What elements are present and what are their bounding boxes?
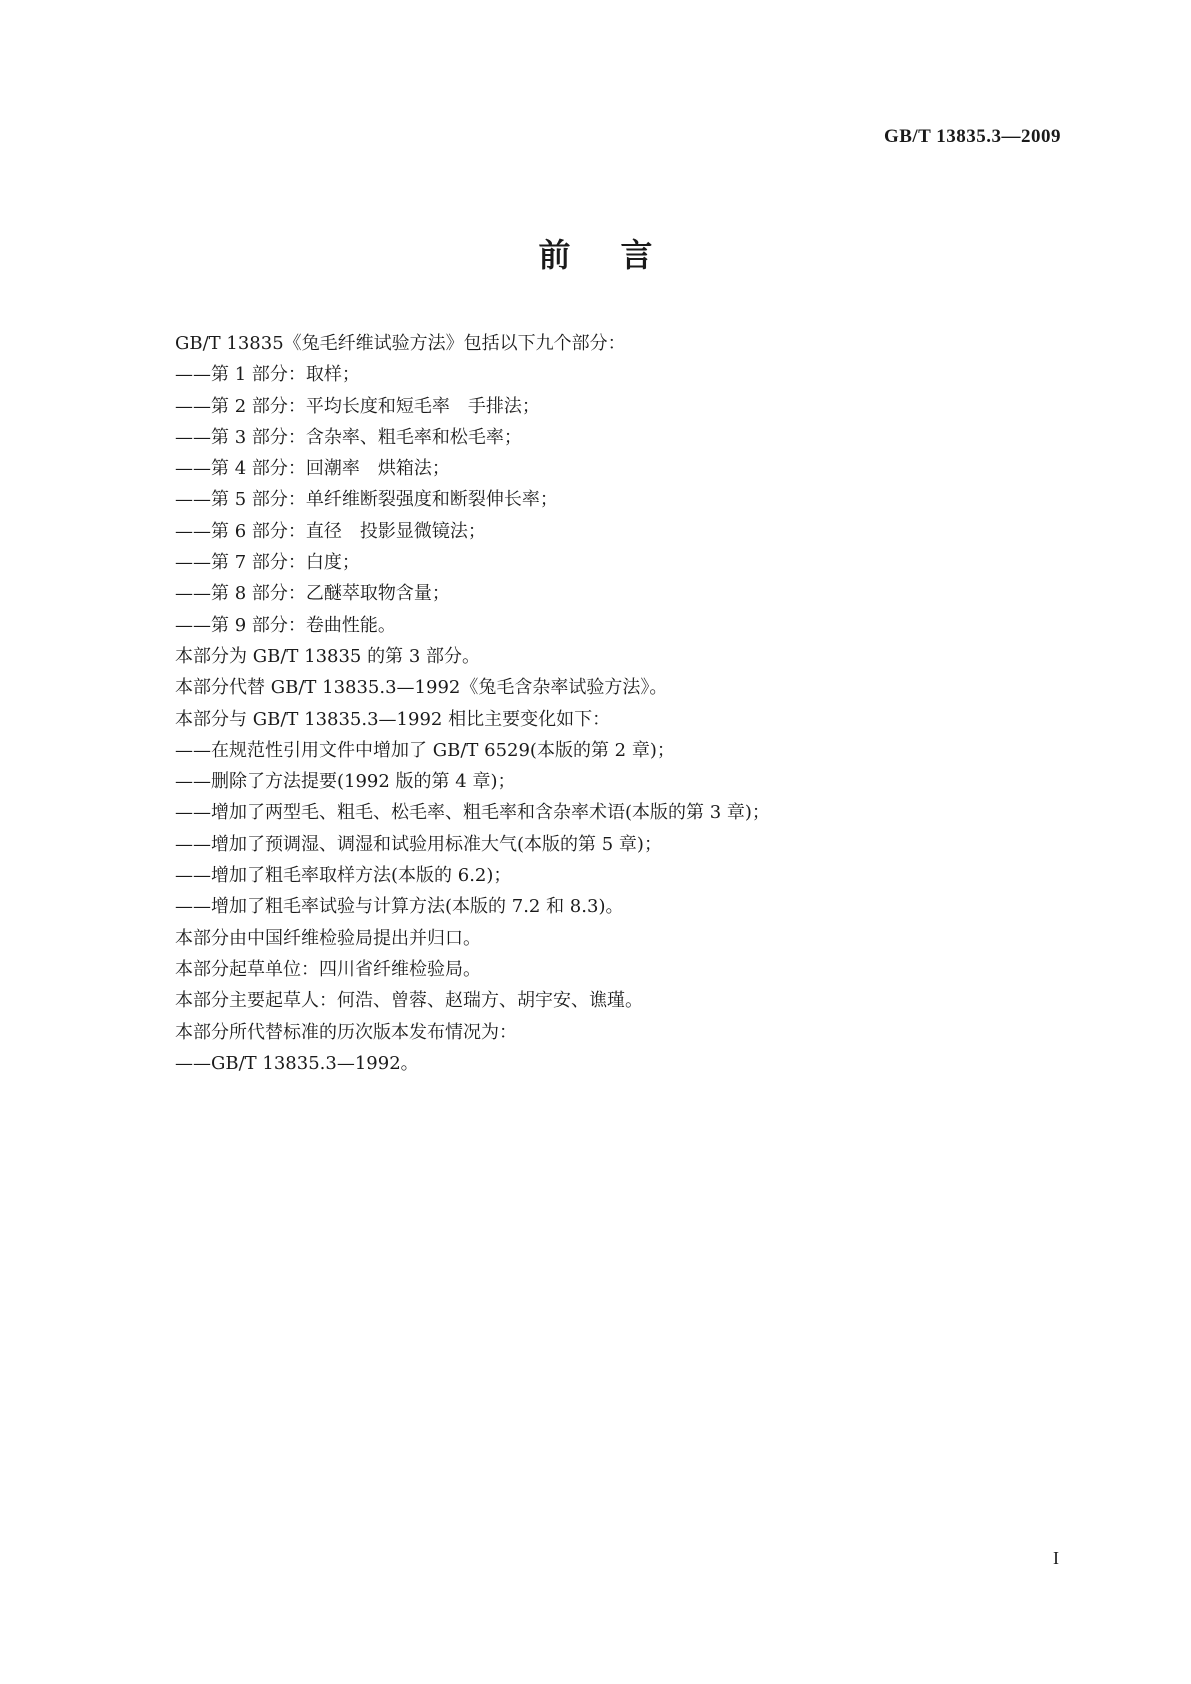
list-item: ——第 7 部分：白度； [175,552,360,574]
page-number: I [1053,1548,1059,1568]
text-line: 本部分由中国纤维检验局提出并归口。 [175,927,481,949]
text-line: 本部分与 GB/T 13835.3—1992 相比主要变化如下： [175,708,611,730]
list-item: ——第 6 部分：直径 投影显微镜法； [175,520,486,542]
list-item: ——第 8 部分：乙醚萃取物含量； [175,583,450,605]
list-item: ——增加了粗毛率试验与计算方法(本版的 7.2 和 8.3)。 [175,896,624,918]
text-line: 本部分起草单位：四川省纤维检验局。 [175,958,481,980]
page-title: 前言 [538,236,703,274]
list-item: ——在规范性引用文件中增加了 GB/T 6529(本版的第 2 章)； [175,739,675,761]
list-item: ——第 1 部分：取样； [175,364,360,386]
text-line: 本部分所代替标准的历次版本发布情况为： [175,1021,517,1043]
list-item: ——增加了预调湿、调湿和试验用标准大气(本版的第 5 章)； [175,833,662,855]
list-item: ——删除了方法提要(1992 版的第 4 章)； [175,771,516,793]
list-item: ——第 2 部分：平均长度和短毛率 手排法； [175,395,540,417]
text-line: GB/T 13835《兔毛纤维试验方法》包括以下九个部分： [175,333,626,354]
list-item: ——第 4 部分：回潮率 烘箱法； [175,458,450,480]
text-line: 本部分主要起草人：何浩、曾蓉、赵瑞方、胡宇安、谯瑾。 [175,990,643,1012]
list-item: ——第 3 部分：含杂率、粗毛率和松毛率； [175,426,522,448]
list-item: ——第 5 部分：单纤维断裂强度和断裂伸长率； [175,489,558,511]
list-item: ——增加了粗毛率取样方法(本版的 6.2)； [175,865,512,887]
standard-code: GB/T 13835.3—2009 [883,126,1061,147]
text-line: 本部分为 GB/T 13835 的第 3 部分。 [175,645,480,667]
list-item: ——GB/T 13835.3—1992。 [175,1052,419,1074]
text-line: 本部分代替 GB/T 13835.3—1992《兔毛含杂率试验方法》。 [175,677,668,699]
preface-body [175,328,1075,1079]
list-item: ——增加了两型毛、粗毛、松毛率、粗毛率和含杂率术语(本版的第 3 章)； [175,802,770,824]
list-item: ——第 9 部分：卷曲性能。 [175,614,396,636]
